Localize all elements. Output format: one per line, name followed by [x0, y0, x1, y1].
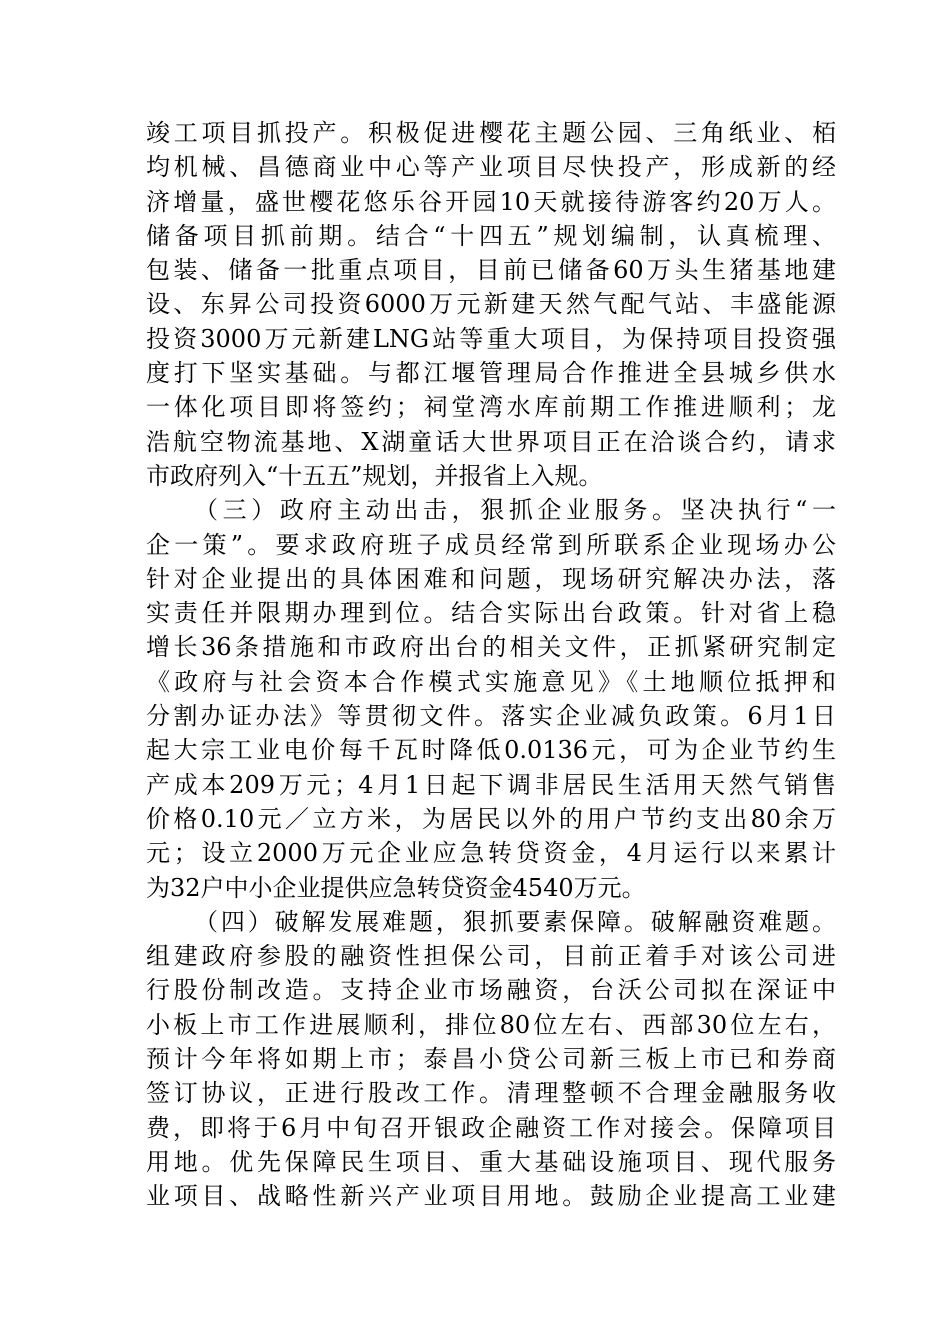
section-heading-line: （三）政府主动出击，狠抓企业服务。坚决执行“一 — [194, 496, 836, 525]
section-heading-line: （四）破解发展难题，狠抓要素保障。破解融资难题。 — [194, 907, 836, 936]
text-line: 企一策”。要求政府班子成员经常到所联系企业现场办公 — [146, 530, 836, 559]
text-line: 产成本209万元；4月1日起下调非居民生活用天然气销售 — [146, 770, 836, 799]
text-line: 投资3000万元新建LNG站等重大项目，为保持项目投资强 — [146, 324, 836, 353]
text-line: 组建政府参股的融资性担保公司，目前正着手对该公司进 — [146, 942, 836, 971]
text-line: 设、东昇公司投资6000万元新建天然气配气站、丰盛能源 — [146, 290, 836, 319]
text-line: 包装、储备一批重点项目，目前已储备60万头生猪基地建 — [146, 256, 836, 285]
text-line: 《政府与社会资本合作模式实施意见》《土地顺位抵押和 — [146, 667, 836, 696]
text-line: 行股份制改造。支持企业市场融资，台沃公司拟在深证中 — [146, 976, 836, 1005]
text-line: 业项目、战略性新兴产业项目用地。鼓励企业提高工业建 — [146, 1182, 836, 1211]
text-line: 储备项目抓前期。结合“十四五”规划编制，认真梳理、 — [146, 221, 836, 250]
text-line: 为32户中小企业提供应急转贷资金4540万元。 — [146, 873, 646, 902]
text-line: 实责任并限期办理到位。结合实际出台政策。针对省上稳 — [146, 599, 836, 628]
text-line: 元；设立2000万元企业应急转贷资金，4月运行以来累计 — [146, 839, 836, 868]
text-line: 均机械、昌德商业中心等产业项目尽快投产，形成新的经 — [146, 153, 836, 182]
text-line: 小板上市工作进展顺利，排位80位左右、西部30位左右， — [146, 1010, 836, 1039]
text-line: 一体化项目即将签约；祠堂湾水库前期工作推进顺利；龙 — [146, 393, 836, 422]
text-line: 价格0.10元／立方米，为居民以外的用户节约支出80余万 — [146, 804, 836, 833]
text-line: 费，即将于6月中旬召开银政企融资工作对接会。保障项目 — [146, 1113, 836, 1142]
text-line: 针对企业提出的具体困难和问题，现场研究解决办法，落 — [146, 564, 836, 593]
text-line: 签订协议，正进行股改工作。清理整顿不合理金融服务收 — [146, 1079, 836, 1108]
text-line: 浩航空物流基地、X湖童话大世界项目正在洽谈合约，请求 — [146, 427, 836, 456]
text-line: 用地。优先保障民生项目、重大基础设施项目、现代服务 — [146, 1147, 836, 1176]
text-line: 度打下坚实基础。与都江堰管理局合作推进全县城乡供水 — [146, 359, 836, 388]
document-body — [146, 116, 836, 1214]
text-line: 竣工项目抓投产。积极促进樱花主题公园、三角纸业、栢 — [146, 119, 836, 147]
text-line: 济增量，盛世樱花悠乐谷开园10天就接待游客约20万人。 — [146, 187, 836, 216]
text-line: 起大宗工业电价每千瓦时降低0.0136元，可为企业节约生 — [146, 736, 836, 765]
text-line: 分割办证办法》等贯彻文件。落实企业减负政策。6月1日 — [146, 702, 836, 731]
text-line: 预计今年将如期上市；泰昌小贷公司新三板上市已和券商 — [146, 1045, 836, 1074]
text-line: 增长36条措施和市政府出台的相关文件，正抓紧研究制定 — [146, 633, 836, 662]
text-line: 市政府列入“十五五”规划，并报省上入规。 — [146, 461, 603, 490]
